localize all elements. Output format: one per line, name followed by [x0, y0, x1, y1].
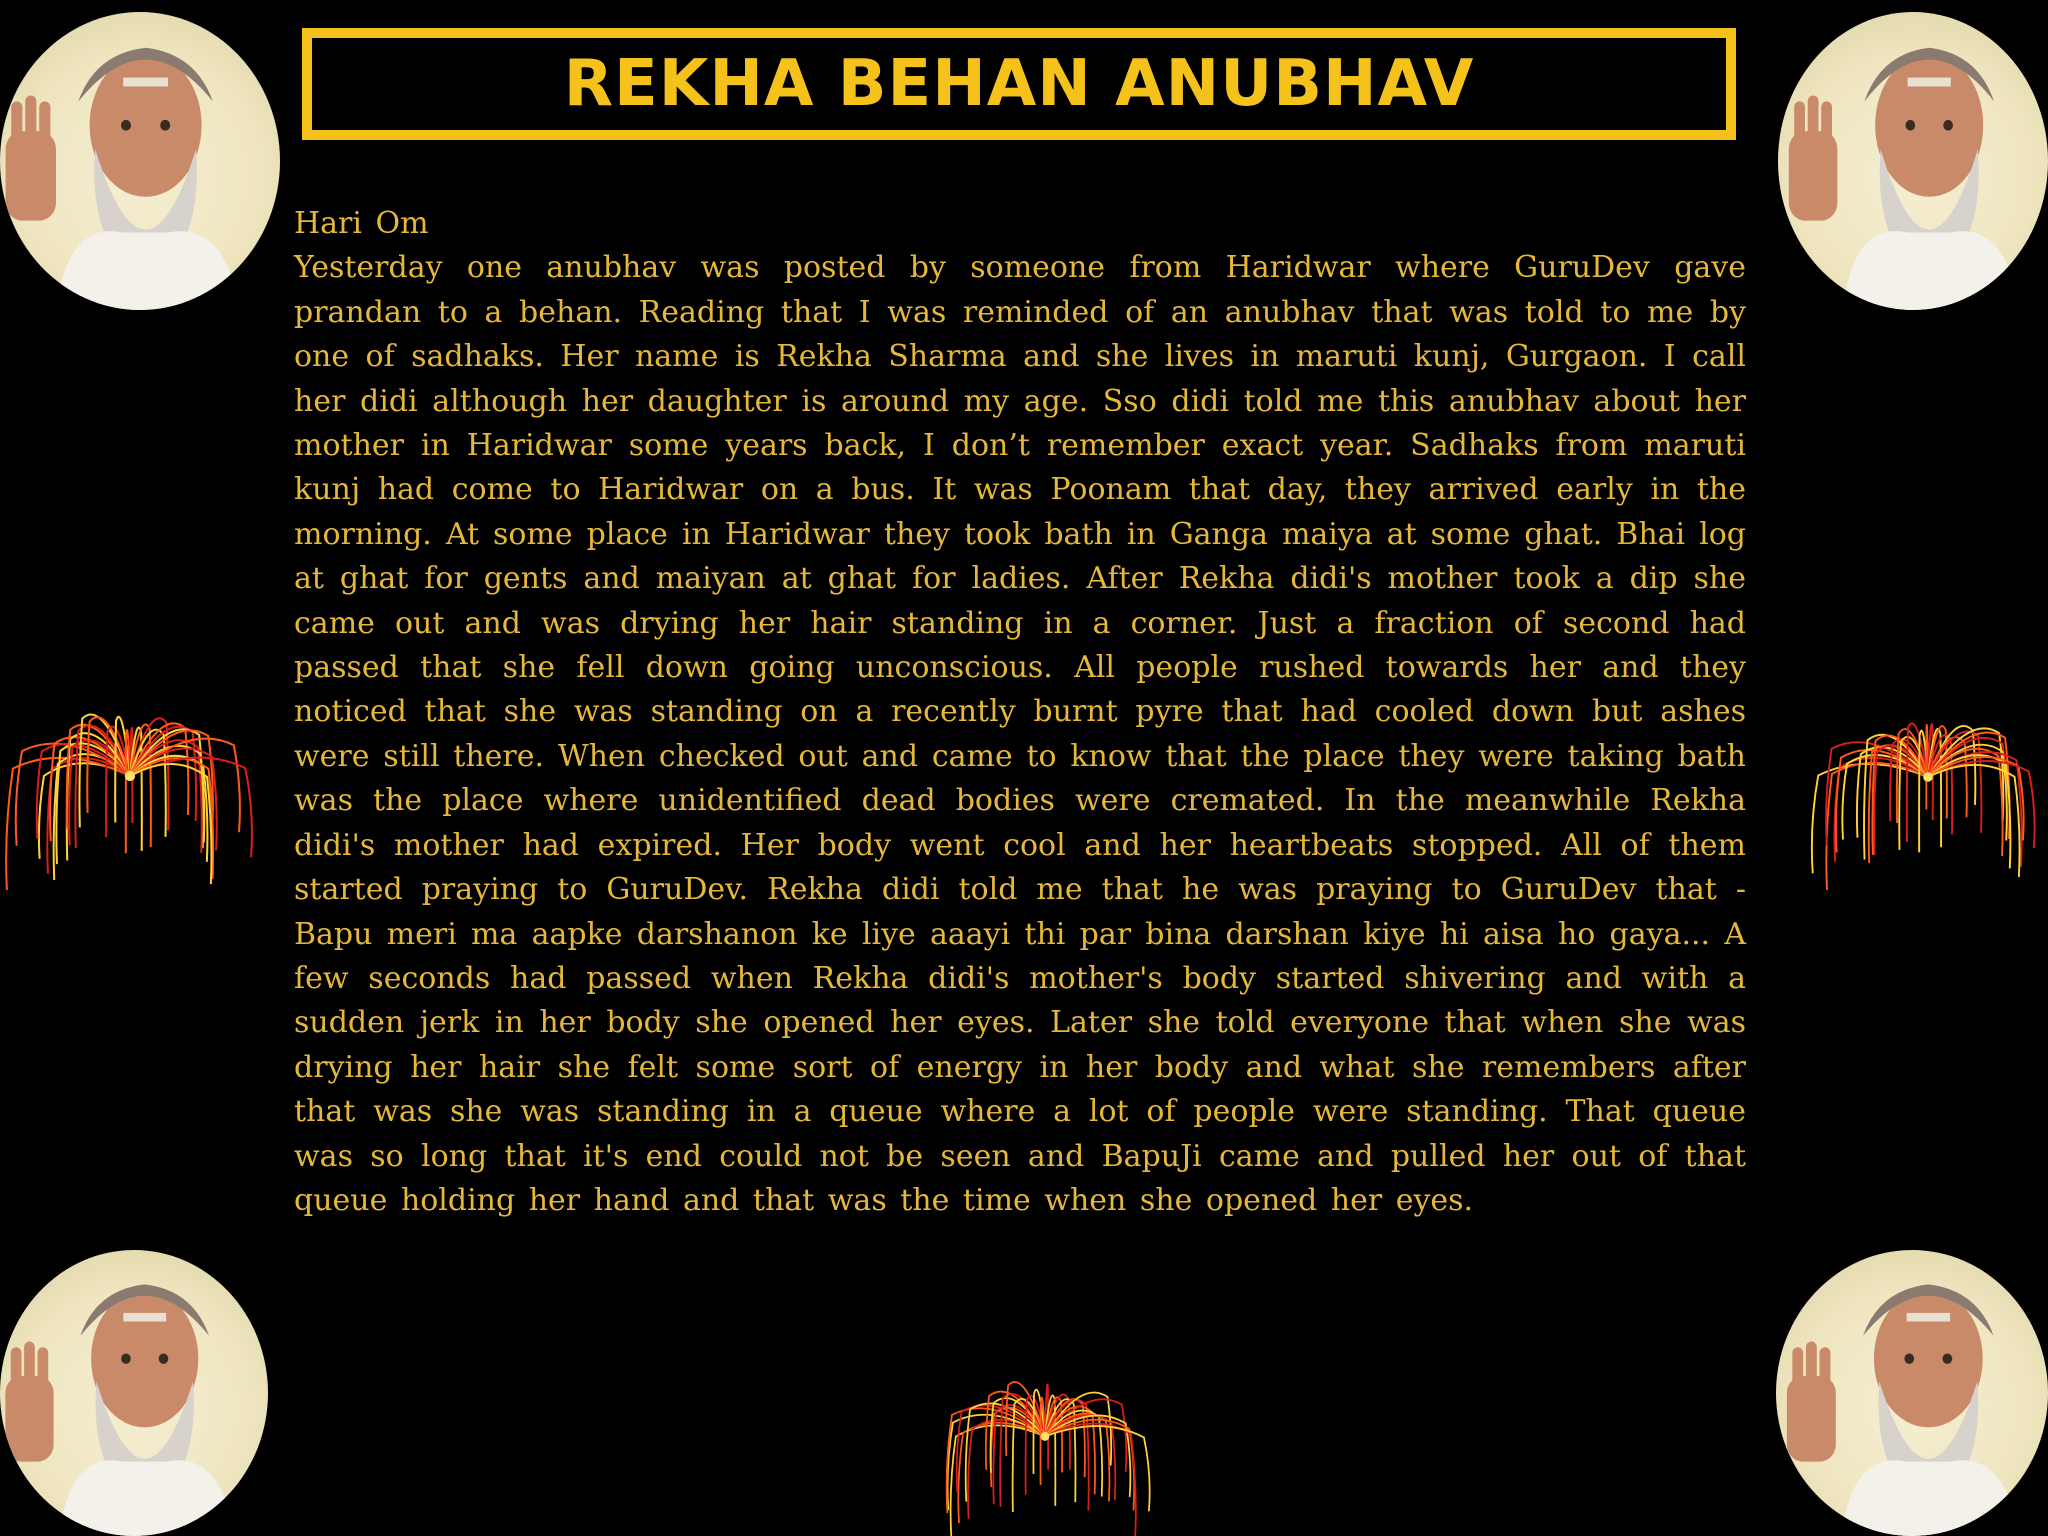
firework-left-icon — [0, 700, 260, 890]
story-paragraph: Yesterday one anubhav was posted by someone from Haridwar where GuruDev gave prandan to a behan. Reading that I was reminded of an anubhav that was told to me by one of sadhaks. Her name is Rekha Sharma and she lives in maruti kunj, Gurgaon. I call her didi although her daughter is around my age. Sso didi told me this anubhav about her mother in Haridwar some years back, I don’t remember exact year. Sadhaks from maruti kunj had come to Haridwar on a bus. It was Poonam that day, they arrived early in the morning. At some place in Haridwar they took bath in Ganga maiya at some ghat. Bhai log at ghat for gents and maiyan at ghat for ladies. After Rekha didi's mother took a dip she came out and was drying her hair standing in a corner. Just a fraction of second had passed that she fell down going unconscious. All people rushed towards her and they noticed that she was standing on a recently burnt pyre that had cooled down but ashes were still there. When checked out and came to know that the place they were taking bath was the place where unidentified dead bodies were cremated. In the meanwhile Rekha didi's mother had expired. Her body went cool and her heartbeats stopped. All of them started praying to GuruDev. Rekha didi told me that he was praying to GuruDev that - Bapu meri ma aapke darshanon ke liye aaayi thi par bina darshan kiye hi aisa ho gaya... A few seconds had passed when Rekha didi's mother's body started shivering and with a sudden jerk in her body she opened her eyes. Later she told everyone that when she was drying her hair she felt some sort of energy in her body and what she remembers after that was she was standing in a queue where a lot of people were standing. That queue was so long that it's end could not be seen and BapuJi came and pulled her out of that queue holding her hand and that was the time when she opened her eyes. — [294, 250, 1746, 1218]
firework-bottom-icon — [920, 1370, 1170, 1536]
guru-portrait-bottom-left-icon — [0, 1250, 268, 1536]
greeting: Hari Om — [294, 206, 429, 241]
guru-portrait-bottom-right-icon — [1776, 1250, 2048, 1536]
title-box — [302, 28, 1736, 140]
firework-right-icon — [1808, 700, 2048, 890]
story-body — [294, 202, 1746, 1223]
guru-portrait-top-right-icon — [1778, 12, 2048, 310]
guru-portrait-top-left-icon — [0, 12, 280, 310]
page-title: REKHA BEHAN ANUBHAV — [563, 47, 1475, 121]
